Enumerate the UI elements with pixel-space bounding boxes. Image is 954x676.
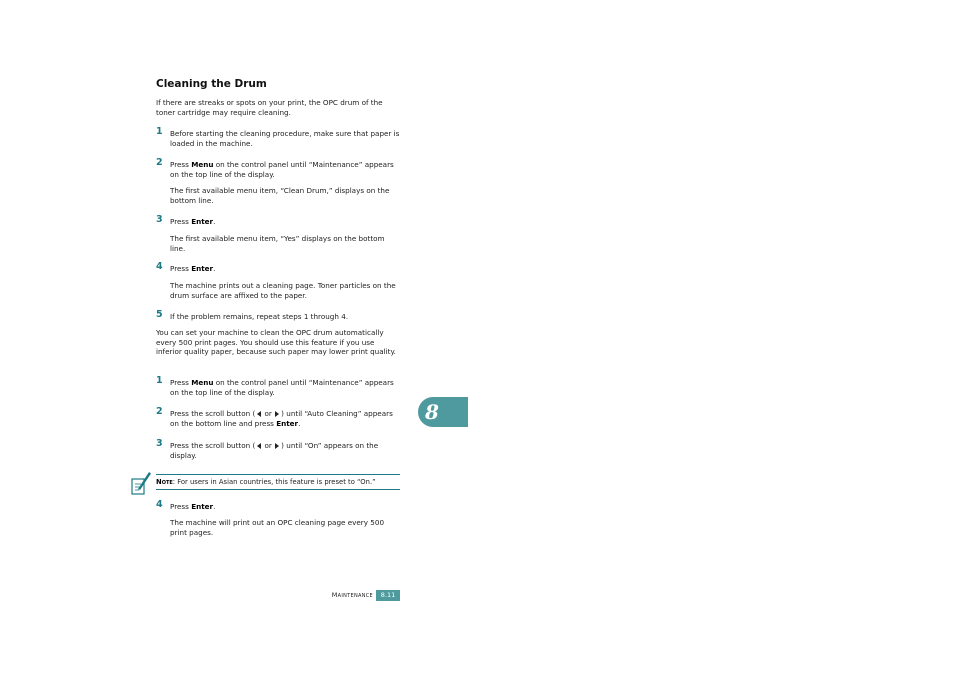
auto-step-4-detail: The machine will print out an OPC cleaning page every 500 print pages. xyxy=(170,518,385,537)
section-title: Cleaning the Drum xyxy=(156,78,267,90)
step-text: Press Menu on the control panel until “Maintenance” appears on the top line of the display. xyxy=(170,378,394,397)
step-text: Before starting the cleaning procedure, make sure that paper is loaded in the machine. xyxy=(170,129,400,148)
left-arrow-icon xyxy=(257,443,261,449)
pencil-note-icon xyxy=(130,470,152,498)
page-number-badge: 8.11 xyxy=(376,590,400,601)
left-arrow-icon xyxy=(257,411,261,417)
chapter-number: 8 xyxy=(425,400,439,424)
step-number: 4 xyxy=(156,261,163,272)
step-text: Press Enter. xyxy=(170,502,216,511)
step-number: 1 xyxy=(156,126,163,137)
step-text: If the problem remains, repeat steps 1 through 4. xyxy=(170,312,349,321)
right-arrow-icon xyxy=(275,443,279,449)
note-text: Note: For users in Asian countries, this feature is preset to “On.” xyxy=(156,474,400,490)
manual-step-4-detail: The machine prints out a cleaning page. Toner particles on the drum surface are affixed to the paper. xyxy=(170,281,396,300)
page-footer xyxy=(300,590,400,602)
step-number: 1 xyxy=(156,375,163,386)
step-text: Press the scroll button ( or ) until “Auto Cleaning” appears on the bottom line and press Enter. xyxy=(170,409,393,428)
note-callout xyxy=(130,470,402,492)
step-number: 2 xyxy=(156,157,163,168)
right-arrow-icon xyxy=(275,411,279,417)
step-text: Press Enter. xyxy=(170,264,216,273)
step-number: 3 xyxy=(156,214,163,225)
manual-step-3-detail: The first available menu item, “Yes” displays on the bottom line. xyxy=(170,234,385,253)
chapter-tab xyxy=(418,397,468,427)
step-number: 2 xyxy=(156,406,163,417)
auto-cleaning-paragraph: You can set your machine to clean the OPC drum automatically every 500 print pages. You should use this feature if you use inferior quality paper, because such paper may lower print quality. xyxy=(156,328,396,357)
manual-step-2-detail: The first available menu item, “Clean Drum,” displays on the bottom line. xyxy=(170,186,390,205)
step-text: Press Enter. xyxy=(170,217,216,226)
footer-section-label: Maintenance xyxy=(331,591,373,599)
step-text: Press the scroll button ( or ) until “On” appears on the display. xyxy=(170,441,379,460)
intro-paragraph: If there are streaks or spots on your print, the OPC drum of the toner cartridge may require cleaning. xyxy=(156,98,383,117)
step-number: 4 xyxy=(156,499,163,510)
step-number: 5 xyxy=(156,309,163,320)
step-text: Press Menu on the control panel until “Maintenance” appears on the top line of the display. xyxy=(170,160,394,179)
step-number: 3 xyxy=(156,438,163,449)
